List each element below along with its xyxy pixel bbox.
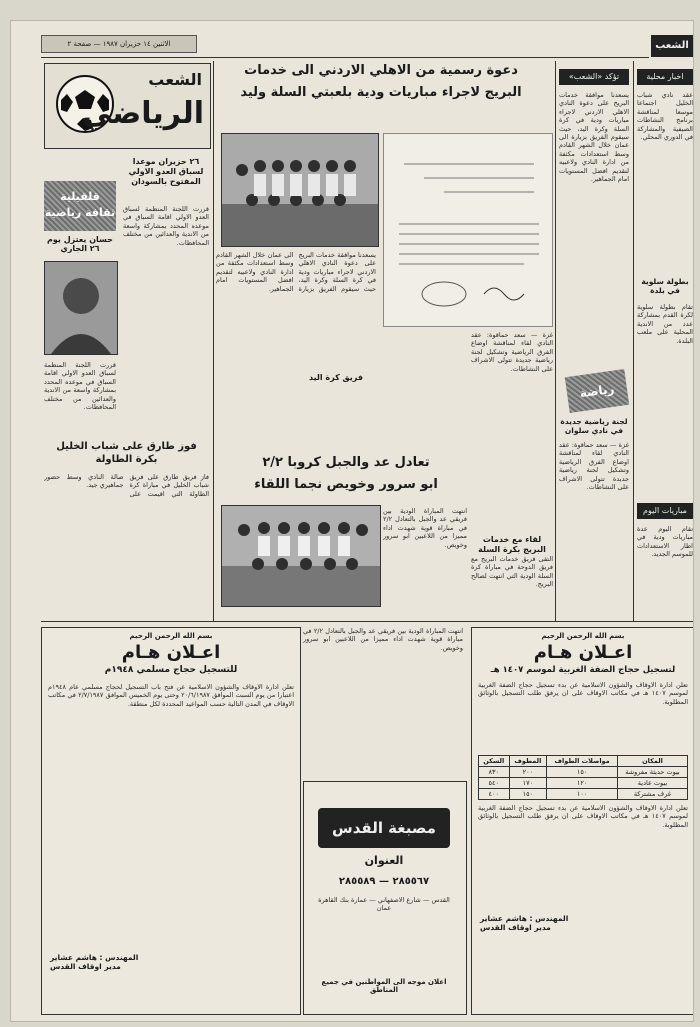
main-headline-2: البريج لاجراء مباريات ودية بلعبتي السلة وليد: [240, 85, 522, 100]
far-column-heading2: بطولة سلوية في بلدة: [641, 277, 689, 296]
far-column-body2: تقام بطولة سلوية لكرة القدم بمشاركة عدد من الاندية المحلية على ملعب البلدة.: [637, 303, 693, 345]
far-column-body3: تقام اليوم عدة مباريات ودية في اطار الاستعدادات للموسم الجديد.: [637, 525, 693, 559]
ad-printing-phone: ٢٨٥٥٦٧ — ٢٨٥٥٨٩: [338, 876, 430, 887]
newspaper-page: [10, 20, 694, 1022]
letter-lines: [384, 134, 552, 326]
far-column-body1: عقد نادي شباب الخليل اجتماعا موسعا لمناقشة برنامج النشاطات الصيفية والمشاركة في الدوري المحلي.: [637, 91, 693, 142]
ad-left: [41, 627, 301, 1015]
middle-headline-1: تعادل عد والجبل كروبا ٢/٢: [262, 455, 430, 470]
logo-box: [44, 63, 211, 149]
ad-printing: [303, 781, 467, 1015]
far-column-heading3: مباريات اليوم: [637, 503, 693, 519]
mid-ad-text: انتهت المباراة الودية بين فريقي عد والجبل بالتعادل ٢/٢ في مباراة قوية شهدت اداء مميزا من اللاعبين ابو سرور وخويص.: [303, 627, 463, 652]
hebron-headline: فوز طارق على شباب الخليل بكرة الطاولة: [56, 441, 197, 465]
main-headline-1: دعوة رسمية من الاهلي الاردني الى خدمات: [244, 63, 518, 78]
main-subhead: فريق كرة اليد: [309, 373, 363, 382]
ad-right-table: [478, 755, 688, 800]
ad-printing-footer: اعلان موجه الى المواطنين في جميع المناطق: [321, 978, 447, 994]
ad-printing-title: مصبغة القدس: [318, 808, 450, 848]
table-cell: ٥٤٠: [479, 778, 510, 789]
column-rule: [213, 61, 214, 621]
right-heading: لجنة رياضية جديدة في نادي سلوان: [560, 417, 628, 436]
ad-right-basmala: بسم الله الرحمن الرحيم: [541, 632, 625, 640]
ad-left-title: اعـلان هـام: [121, 642, 221, 663]
table-header: السكن: [479, 756, 510, 767]
ad-right-signature-title: مدير اوقاف القدس: [480, 923, 551, 932]
player-body: قررت اللجنة المنظمة لسباق العدو الاولي اقامة السباق في موعده المحدد بمشاركة واسعة من الاندية والعدائين من مختلف المحافظات.: [44, 361, 116, 412]
center-right-body: غزة — سعد حماقوة: عقد النادي لقاء لمناقشة اوضاع الفرق الرياضية وتشكيل لجنة رياضية جديدة تتولى الاشراف على النشاطات.: [471, 331, 553, 373]
table-cell: ١٢٠: [547, 778, 618, 789]
ad-left-body: تعلن ادارة الاوقاف والشؤون الاسلامية عن فتح باب التسجيل لحجاج مسلمي عام ١٩٤٨م اعتبارا من يوم السبت الموافق ٢٠/٦/١٩٨٧ وحتى يوم الخميس الموافق ٢/٧/١٩٨٧ في مكاتب الاوقاف في المدن التالية حسب المواعيد المحددة لكل منطقة.: [48, 683, 294, 708]
table-cell: ٨٣٠: [479, 767, 510, 778]
race-date-heading: ٢٦ حزيران موعدا لسباق العدو الاولي المفتوح بالسودان: [128, 157, 204, 186]
table-cell: ١٥٠: [509, 789, 547, 800]
ad-left-signature-name: المهندس : هاشم عشاير: [50, 953, 139, 962]
date-strip: الاثنين ١٤ حزيران ١٩٨٧ — صفحة ٢: [41, 35, 197, 53]
ad-right-body: تعلن ادارة الاوقاف والشؤون الاسلامية عن بدء تسجيل حجاج الضفة الغربية لموسم ١٤٠٧ هـ في مكاتب الاوقاف على ان يرفق طلب التسجيل بالوثائق المطلوبة.: [478, 681, 688, 706]
table-cell: بيوت حديثة مفروشة: [617, 767, 687, 778]
table-cell: غرف مشتركة: [617, 789, 687, 800]
ad-right: [471, 627, 694, 1015]
table-row: [479, 778, 688, 789]
side-body: يسعدنا موافقة خدمات البريج على دعوة النادي الاهلي الاردني لاجراء مباريات ودية في كرة السلة وكرة اليد، حيث سيقوم الفريق بزيارة الى عمان خلال الشهر القادم وسط استعدادات مكثفة من ادارة النادي ولاعبيه لتقديم افضل المستويات امام الجماهير.: [559, 91, 629, 184]
ad-right-body-2: تعلن ادارة الاوقاف والشؤون الاسلامية عن بدء تسجيل حجاج الضفة الغربية لموسم ١٤٠٧ هـ في مكاتب الاوقاف على ان يرفق طلب التسجيل بالوثائق المطلوبة.: [478, 804, 688, 829]
team-photo-1: [221, 133, 379, 247]
player-photo: [44, 261, 118, 355]
middle-body: انتهت المباراة الودية بين فريقي عد والجبل بالتعادل ٢/٢ في مباراة قوية شهدت اداء مميزا من اللاعبين ابو سرور وخويص.: [383, 507, 467, 549]
qalqilia-banner: قلقيلية ثقافة رياضية: [44, 181, 116, 231]
column-rule: [633, 61, 634, 621]
ad-left-subtitle: للتسجيل حجاج مسلمي ١٩٤٨م: [104, 665, 238, 675]
table-row: [479, 767, 688, 778]
mid-rule: [41, 621, 693, 622]
team-photo-2: [221, 505, 381, 607]
center-headline: لقاء مع خدمات البريج بكرة السلة: [478, 535, 546, 554]
center-body: التقى فريق خدمات البريج مع فريق الدوحة في مباراة كرة السلة الودية التي انتهت لصالح البريج.: [471, 555, 553, 589]
ad-right-title: اعـلان هـام: [533, 642, 633, 663]
table-header: مواصلات الطواف: [547, 756, 618, 767]
player-portrait: [45, 262, 117, 354]
far-column-heading1: اخبار محلية: [637, 69, 693, 85]
table-cell: ١٥٠: [547, 767, 618, 778]
ad-right-subtitle: لتسجيل حجاج الضفة الغربية لموسم ١٤٠٧ هـ: [490, 665, 676, 675]
top-rule: [41, 57, 649, 58]
table-cell: ٤٠٠: [479, 789, 510, 800]
table-cell: ١٠٠: [547, 789, 618, 800]
ad-left-basmala: بسم الله الرحمن الرحيم: [129, 632, 213, 640]
right-body: غزة — سعد حماقوة: عقد النادي لقاء لمناقشة اوضاع الفرق الرياضية وتشكيل لجنة رياضية جديدة تتولى الاشراف على النشاطات.: [559, 441, 629, 492]
logo-main-text: الرياضي: [81, 96, 204, 131]
ad-printing-address: القدس — شارع الاصفهاني — عمارة بنك القاهرة عمان: [318, 896, 450, 913]
table-header: المكان: [617, 756, 687, 767]
column-rule: [555, 61, 556, 621]
table-cell: بيوت عادية: [617, 778, 687, 789]
logo-top-text: الشعب: [148, 70, 202, 89]
table-cell: ١٧٠: [509, 778, 547, 789]
ad-left-signature-title: مدير اوقاف القدس: [50, 962, 121, 971]
player-caption: حسان يعتزل يوم ٢٦ الجاري: [47, 235, 113, 253]
table-row: [479, 789, 688, 800]
table-cell: ٢٠٠: [509, 767, 547, 778]
hebron-body: فاز فريق طارق على فريق شباب الخليل في مباراة كرة الطاولة التي اقيمت على صالة النادي وسط حضور جماهيري جيد.: [44, 473, 209, 498]
ad-printing-address-label: العنوان: [364, 854, 404, 867]
page-label: الشعب: [651, 35, 693, 57]
table-header: المطوف: [509, 756, 547, 767]
main-story-body: يسعدنا موافقة خدمات البريج على دعوة النادي الاهلي الاردني لاجراء مباريات ودية في كرة السلة وكرة اليد، حيث سيقوم الفريق بزيارة الى عمان خلال الشهر القادم وسط استعدادات مكثفة من ادارة النادي ولاعبيه لتقديم افضل المستويات امام الجماهير.: [216, 251, 376, 293]
middle-headline-2: ابو سرور وخويص نجما اللقاء: [254, 477, 438, 492]
side-label: تؤكد «الشعب»: [559, 69, 629, 85]
team-group: [222, 134, 378, 246]
race-body: قررت اللجنة المنظمة لسباق العدو الاولي اقامة السباق في موعده المحدد بمشاركة واسعة من الاندية والعدائين من مختلف المحافظات.: [123, 205, 209, 247]
team-group-2: [222, 506, 380, 606]
ad-right-table-wrap: [478, 755, 688, 800]
letter-document: [383, 133, 553, 327]
right-stamp: رياضة: [565, 369, 629, 413]
ad-right-signature-name: المهندس : هاشم عشاير: [480, 914, 569, 923]
